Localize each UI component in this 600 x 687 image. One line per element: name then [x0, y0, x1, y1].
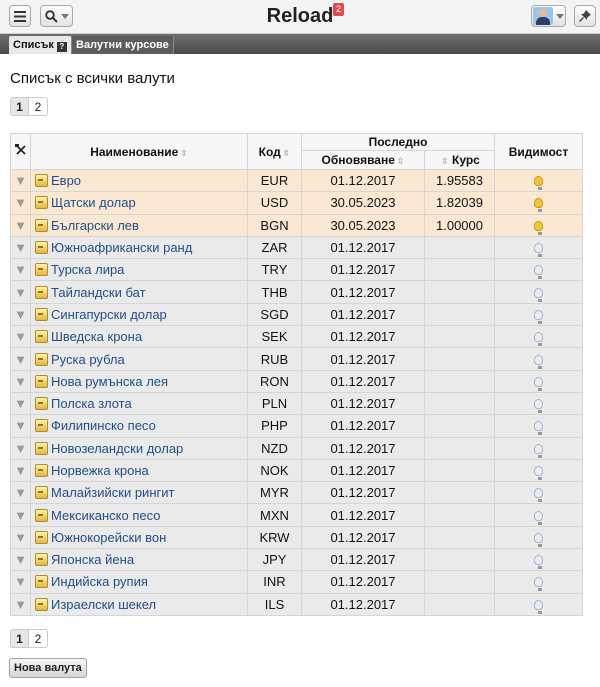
coin-icon [35, 509, 48, 522]
lightbulb-icon [534, 221, 543, 231]
updated-date: 01.12.2017 [302, 526, 425, 548]
coin-icon [35, 196, 48, 209]
new-currency-button[interactable]: Нова валута [9, 658, 87, 678]
currency-name-link[interactable]: Полска злота [51, 396, 132, 412]
currency-name-cell[interactable] [31, 392, 248, 414]
currency-name-link[interactable]: Южноафрикански ранд [51, 240, 193, 256]
currency-name-link[interactable]: Израелски шекел [51, 596, 157, 612]
currency-code: NOK [248, 459, 302, 481]
currency-code: MYR [248, 482, 302, 504]
currency-name-cell[interactable] [31, 214, 248, 236]
exchange-rate [425, 571, 495, 593]
lightbulb-icon [534, 577, 543, 587]
currency-code: TRY [248, 259, 302, 281]
visibility-toggle[interactable] [495, 370, 583, 392]
updated-date: 01.12.2017 [302, 236, 425, 258]
lightbulb-icon [534, 288, 543, 298]
visibility-toggle[interactable] [495, 281, 583, 303]
pagination-top [10, 97, 48, 116]
triangle-down-icon: ▼ [14, 351, 27, 367]
exchange-rate [425, 459, 495, 481]
exchange-rate [425, 437, 495, 459]
coin-icon [35, 353, 48, 366]
visibility-toggle[interactable] [495, 549, 583, 571]
exchange-rate [425, 593, 495, 615]
coin-icon [35, 330, 48, 343]
currency-name-cell[interactable] [31, 326, 248, 348]
updated-date: 01.12.2017 [302, 392, 425, 414]
currency-name-link[interactable]: Турска лира [51, 262, 125, 278]
currency-name-link[interactable]: Филипинско песо [51, 418, 156, 434]
updated-date: 01.12.2017 [302, 437, 425, 459]
code-column-header[interactable]: Код ⇳ [248, 134, 302, 170]
currency-code: ZAR [248, 236, 302, 258]
lightbulb-icon [534, 444, 543, 454]
table-row[interactable] [11, 303, 583, 325]
triangle-down-icon: ▼ [14, 173, 27, 189]
coin-icon [35, 442, 48, 455]
updated-date: 01.12.2017 [302, 549, 425, 571]
top-bar [0, 0, 600, 34]
avatar [533, 7, 553, 25]
exchange-rate [425, 348, 495, 370]
visibility-column-header: Видимост [495, 134, 583, 170]
updated-date: 01.12.2017 [302, 571, 425, 593]
exchange-rate [425, 549, 495, 571]
currency-code: RUB [248, 348, 302, 370]
currency-name-cell[interactable] [31, 482, 248, 504]
coin-icon [35, 575, 48, 588]
row-menu-button[interactable] [11, 571, 31, 593]
row-menu-button[interactable] [11, 281, 31, 303]
currency-name-link[interactable]: Български лев [51, 217, 139, 233]
lightbulb-icon [534, 488, 543, 498]
table-row[interactable] [11, 459, 583, 481]
coin-icon [35, 531, 48, 544]
currency-code: NZD [248, 437, 302, 459]
currency-code: PHP [248, 415, 302, 437]
table-row[interactable] [11, 192, 583, 214]
currency-code: BGN [248, 214, 302, 236]
lightbulb-icon [534, 332, 543, 342]
currency-name-link[interactable]: Южнокорейски вон [51, 529, 167, 545]
help-icon[interactable]: ? [57, 42, 67, 52]
coin-icon [35, 375, 48, 388]
visibility-toggle[interactable] [495, 482, 583, 504]
currency-name-cell[interactable] [31, 549, 248, 571]
page-1-button[interactable]: 1 [10, 97, 29, 116]
updated-date: 01.12.2017 [302, 482, 425, 504]
exchange-rate [425, 504, 495, 526]
table-row[interactable] [11, 549, 583, 571]
exchange-rate [425, 326, 495, 348]
updated-date: 01.12.2017 [302, 415, 425, 437]
sort-icon: ⇳ [396, 156, 405, 166]
currency-name-link[interactable]: Норвежка крона [51, 463, 149, 478]
coin-icon [35, 263, 48, 276]
row-menu-button[interactable] [11, 526, 31, 548]
tools-header[interactable] [11, 134, 31, 170]
currency-name-link[interactable]: Руска рубла [51, 351, 125, 367]
currency-name-cell[interactable] [31, 192, 248, 214]
currency-name-cell[interactable] [31, 236, 248, 258]
currency-name-link[interactable]: Индийска рупия [51, 574, 148, 590]
triangle-down-icon: ▼ [14, 596, 27, 612]
lightbulb-icon [534, 265, 543, 275]
table-row[interactable] [11, 392, 583, 414]
currency-code: MXN [248, 504, 302, 526]
updated-date: 01.12.2017 [302, 281, 425, 303]
exchange-rate [425, 236, 495, 258]
currency-table [10, 133, 583, 616]
row-menu-button[interactable] [11, 370, 31, 392]
triangle-down-icon: ▼ [14, 463, 27, 478]
lightbulb-icon [534, 176, 543, 186]
currency-code: USD [248, 192, 302, 214]
visibility-toggle[interactable] [495, 214, 583, 236]
name-column-header[interactable]: Наименование ⇳ [31, 134, 248, 170]
updated-date: 01.12.2017 [302, 459, 425, 481]
table-row[interactable] [11, 259, 583, 281]
currency-name-cell[interactable] [31, 281, 248, 303]
coin-icon [35, 553, 48, 566]
exchange-rate: 1.95583 [425, 170, 495, 192]
coin-icon [35, 598, 48, 611]
visibility-toggle[interactable] [495, 593, 583, 615]
table-row[interactable] [11, 170, 583, 192]
visibility-toggle[interactable] [495, 526, 583, 548]
exchange-rate [425, 415, 495, 437]
row-menu-button[interactable] [11, 549, 31, 571]
tab-exchange-rates[interactable]: Валутни курсове [71, 36, 174, 54]
currency-name-cell[interactable] [31, 303, 248, 325]
lightbulb-icon [534, 399, 543, 409]
table-row[interactable] [11, 370, 583, 392]
currency-code: KRW [248, 526, 302, 548]
coin-icon [35, 464, 48, 477]
currency-name-cell[interactable] [31, 526, 248, 548]
page-title: Списък с всички валути [10, 70, 175, 87]
table-row[interactable] [11, 236, 583, 258]
updated-date: 01.12.2017 [302, 504, 425, 526]
currency-name-cell[interactable] [31, 593, 248, 615]
sort-icon: ⇳ [180, 147, 188, 158]
updated-date: 01.12.2017 [302, 326, 425, 348]
triangle-down-icon: ▼ [14, 329, 27, 345]
lightbulb-icon [534, 310, 543, 320]
row-menu-button[interactable] [11, 192, 31, 214]
tools-icon [15, 144, 27, 156]
currency-name-cell[interactable] [31, 415, 248, 437]
currency-code: EUR [248, 170, 302, 192]
updated-date: 30.05.2023 [302, 214, 425, 236]
currency-code: PLN [248, 392, 302, 414]
visibility-toggle[interactable] [495, 236, 583, 258]
currency-name-link[interactable]: Щатски долар [51, 195, 136, 211]
visibility-toggle[interactable] [495, 303, 583, 325]
tab-list[interactable]: Списък ? [9, 36, 71, 54]
lightbulb-icon [534, 355, 543, 365]
row-menu-button[interactable] [11, 459, 31, 481]
visibility-toggle[interactable] [495, 459, 583, 481]
row-menu-button[interactable] [11, 170, 31, 192]
row-menu-button[interactable] [11, 259, 31, 281]
updated-column-header[interactable]: Обновяване ⇳ [302, 151, 425, 170]
exchange-rate [425, 281, 495, 303]
currency-name-cell[interactable] [31, 348, 248, 370]
lightbulb-icon [534, 243, 543, 253]
triangle-down-icon: ▼ [14, 217, 27, 233]
currency-name-link[interactable]: Шведска крона [51, 329, 143, 345]
lightbulb-icon [534, 377, 543, 387]
row-menu-button[interactable] [11, 326, 31, 348]
lightbulb-icon [534, 600, 543, 610]
currency-name-cell[interactable] [31, 571, 248, 593]
sort-icon: ⇳ [441, 156, 449, 166]
currency-name-cell[interactable] [31, 459, 248, 481]
table-row[interactable] [11, 504, 583, 526]
currency-name-link[interactable]: Сингапурски долар [51, 306, 167, 322]
row-menu-button[interactable] [11, 437, 31, 459]
currency-code: SGD [248, 303, 302, 325]
updated-date: 30.05.2023 [302, 192, 425, 214]
updated-date: 01.12.2017 [302, 348, 425, 370]
lightbulb-icon [534, 533, 543, 543]
notification-badge[interactable]: 2 [333, 3, 344, 16]
table-row[interactable] [11, 281, 583, 303]
row-menu-button[interactable] [11, 303, 31, 325]
visibility-toggle[interactable] [495, 348, 583, 370]
table-row[interactable] [11, 326, 583, 348]
coin-icon [35, 219, 48, 232]
triangle-down-icon: ▼ [14, 262, 27, 278]
currency-name-cell[interactable] [31, 504, 248, 526]
exchange-rate [425, 526, 495, 548]
updated-date: 01.12.2017 [302, 259, 425, 281]
currency-name-link[interactable]: Мексиканско песо [51, 507, 161, 523]
coin-icon [35, 397, 48, 410]
row-menu-button[interactable] [11, 214, 31, 236]
currency-name-cell[interactable] [31, 170, 248, 192]
updated-date: 01.12.2017 [302, 303, 425, 325]
tab-bar [0, 34, 600, 54]
visibility-toggle[interactable] [495, 437, 583, 459]
row-menu-button[interactable] [11, 415, 31, 437]
updated-date: 01.12.2017 [302, 593, 425, 615]
pin-icon [579, 10, 591, 22]
page-1-button[interactable]: 1 [10, 629, 29, 648]
table-row[interactable] [11, 526, 583, 548]
visibility-toggle[interactable] [495, 326, 583, 348]
currency-name-cell[interactable] [31, 437, 248, 459]
lightbulb-icon [534, 511, 543, 521]
currency-name-link[interactable]: Евро [51, 173, 82, 189]
user-menu-button[interactable] [531, 5, 566, 27]
currency-code: THB [248, 281, 302, 303]
exchange-rate [425, 482, 495, 504]
exchange-rate: 1.82039 [425, 192, 495, 214]
triangle-down-icon: ▼ [14, 396, 27, 412]
currency-name-cell[interactable] [31, 259, 248, 281]
coin-icon [35, 308, 48, 321]
currency-code: RON [248, 370, 302, 392]
visibility-toggle[interactable] [495, 192, 583, 214]
row-menu-button[interactable] [11, 504, 31, 526]
currency-name-link[interactable]: Тайландски бат [51, 284, 146, 300]
row-menu-button[interactable] [11, 392, 31, 414]
sort-icon: ⇳ [282, 147, 291, 158]
row-menu-button[interactable] [11, 348, 31, 370]
updated-date: 01.12.2017 [302, 170, 425, 192]
exchange-rate: 1.00000 [425, 214, 495, 236]
lightbulb-icon [534, 421, 543, 431]
exchange-rate [425, 392, 495, 414]
currency-name-link[interactable]: Новозеландски долар [51, 440, 184, 456]
triangle-down-icon: ▼ [14, 418, 27, 434]
triangle-down-icon: ▼ [14, 284, 27, 300]
coin-icon [35, 419, 48, 432]
currency-name-link[interactable]: Малайзийски рингит [51, 485, 175, 501]
table-row[interactable] [11, 482, 583, 504]
row-menu-button[interactable] [11, 593, 31, 615]
triangle-down-icon: ▼ [14, 240, 27, 256]
last-group-header: Последно [302, 134, 495, 151]
triangle-down-icon: ▼ [14, 507, 27, 523]
table-row[interactable] [11, 214, 583, 236]
table-row[interactable] [11, 593, 583, 615]
triangle-down-icon: ▼ [14, 529, 27, 545]
coin-icon [35, 174, 48, 187]
pagination-bottom [10, 629, 48, 648]
page-2-button[interactable]: 2 [29, 97, 48, 116]
coin-icon [35, 486, 48, 499]
triangle-down-icon: ▼ [14, 574, 27, 590]
coin-icon [35, 286, 48, 299]
visibility-toggle[interactable] [495, 259, 583, 281]
currency-code: JPY [248, 549, 302, 571]
exchange-rate [425, 303, 495, 325]
visibility-toggle[interactable] [495, 415, 583, 437]
updated-date: 01.12.2017 [302, 370, 425, 392]
currency-code: INR [248, 571, 302, 593]
triangle-down-icon: ▼ [14, 440, 27, 456]
app-title: Reload [266, 5, 334, 27]
exchange-rate [425, 259, 495, 281]
pin-button[interactable] [574, 5, 596, 27]
currency-name-link[interactable]: Японска йена [51, 552, 135, 568]
row-menu-button[interactable] [11, 482, 31, 504]
exchange-rate [425, 370, 495, 392]
visibility-toggle[interactable] [495, 170, 583, 192]
triangle-down-icon: ▼ [14, 373, 27, 389]
rate-column-header[interactable]: ⇳ Курс [425, 151, 495, 170]
triangle-down-icon: ▼ [14, 306, 27, 322]
visibility-toggle[interactable] [495, 504, 583, 526]
coin-icon [35, 241, 48, 254]
triangle-down-icon: ▼ [14, 485, 27, 501]
table-row[interactable] [11, 571, 583, 593]
lightbulb-icon [534, 555, 543, 565]
page-2-button[interactable]: 2 [29, 629, 48, 648]
currency-code: ILS [248, 593, 302, 615]
currency-code: SEK [248, 326, 302, 348]
currency-name-link[interactable]: Нова румънска лея [51, 373, 169, 389]
table-row[interactable] [11, 348, 583, 370]
lightbulb-icon [534, 198, 543, 208]
table-row[interactable] [11, 437, 583, 459]
triangle-down-icon: ▼ [14, 552, 27, 568]
currency-name-cell[interactable] [31, 370, 248, 392]
visibility-toggle[interactable] [495, 392, 583, 414]
visibility-toggle[interactable] [495, 571, 583, 593]
lightbulb-icon [534, 466, 543, 476]
triangle-down-icon: ▼ [14, 195, 27, 211]
row-menu-button[interactable] [11, 236, 31, 258]
table-row[interactable] [11, 415, 583, 437]
chevron-down-icon [556, 14, 564, 19]
